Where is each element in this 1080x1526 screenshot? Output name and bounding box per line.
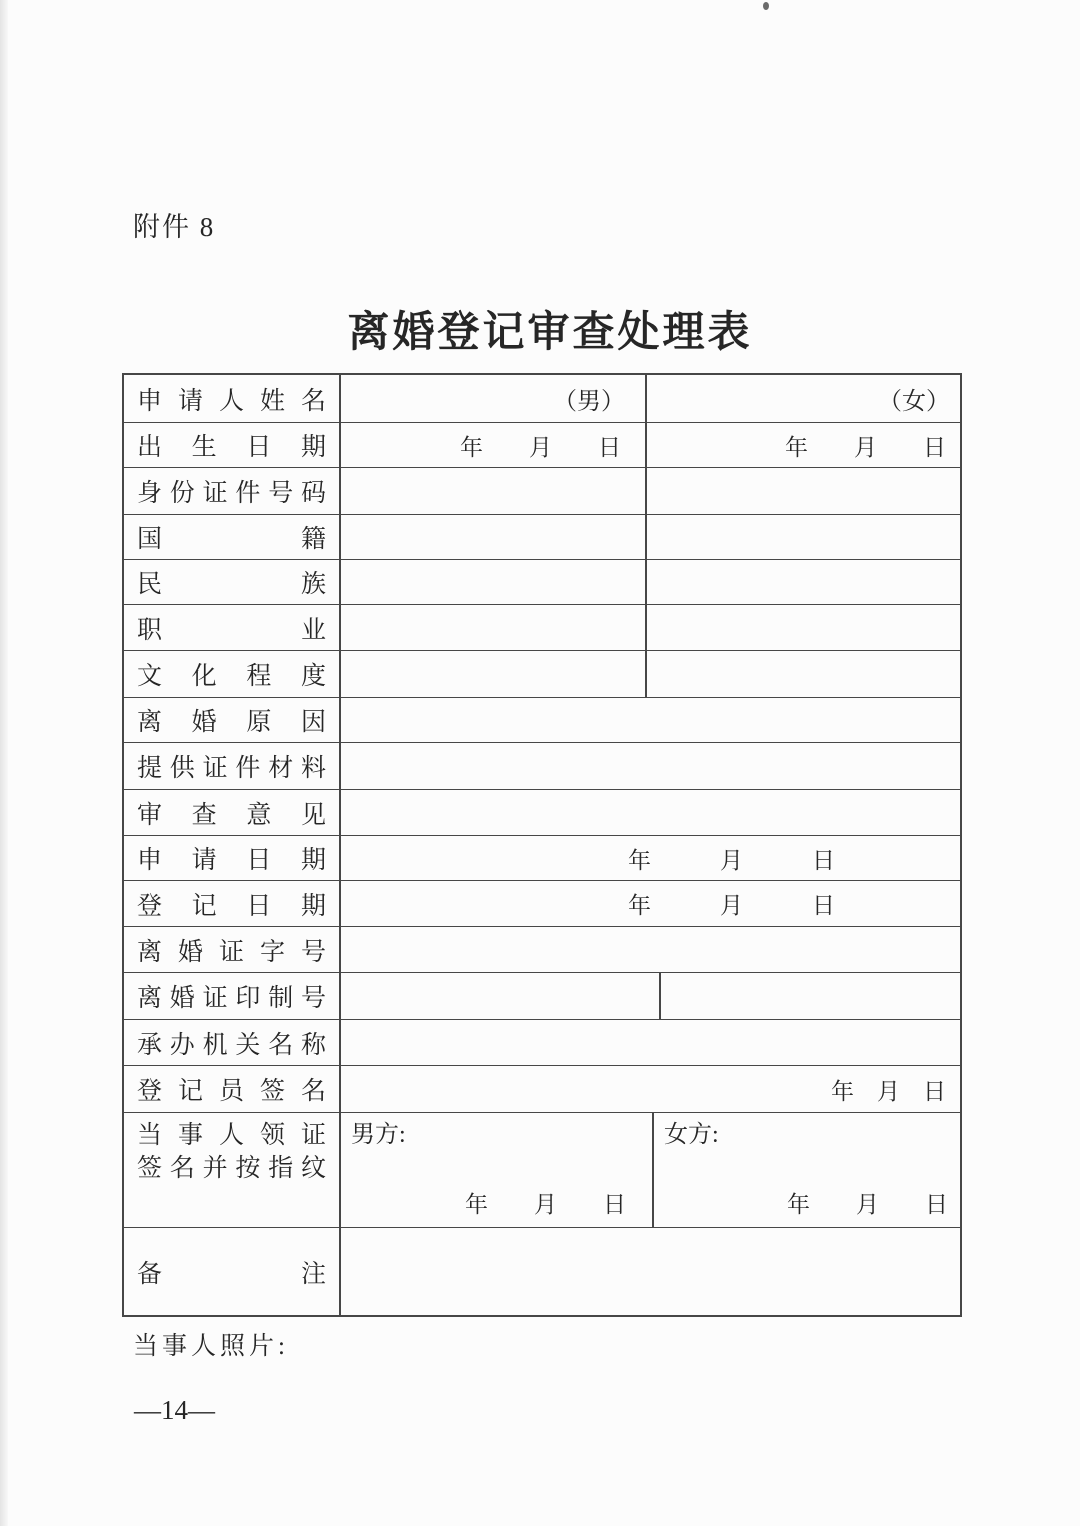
row-label: 文化程度: [137, 663, 326, 690]
row-label: 身份证件号码: [137, 480, 326, 507]
row-label: 国籍: [137, 526, 326, 553]
page-title: 离婚登记审查处理表: [347, 310, 753, 356]
row-handling-agency: [124, 1019, 960, 1065]
ethnicity-male-cell: [339, 560, 645, 604]
id-number-male-cell: [339, 468, 645, 514]
row-label: 离婚证字号: [137, 938, 326, 966]
attachment-label: 附件 8: [133, 212, 216, 242]
row-label: 申请人姓名: [137, 387, 326, 415]
row-applicant-name: [124, 375, 960, 422]
row-education: [124, 650, 960, 697]
row-label: 出生日期: [137, 434, 326, 461]
row-label: 离婚证印制号: [137, 985, 326, 1012]
birth-date-female-cell: 年 月 日: [645, 423, 960, 467]
occupation-male-cell: [339, 605, 645, 650]
review-opinion-cell: [339, 790, 960, 835]
row-registration-date: [124, 880, 960, 926]
nationality-male-cell: [339, 515, 645, 559]
registration-date-cell: 年 月 日: [339, 881, 960, 926]
row-registrar-signature: [124, 1065, 960, 1112]
handling-agency-cell: [339, 1020, 960, 1065]
row-nationality: [124, 514, 960, 559]
photo-caption: 当事人照片:: [133, 1333, 289, 1360]
party-signature-male-cell: 男方: 年 月 日: [339, 1113, 652, 1227]
row-birth-date: [124, 422, 960, 467]
applicant-name-male-cell: （男）: [339, 375, 645, 422]
row-label: 审查意见: [137, 801, 326, 829]
certificate-print-number-cell-left: [339, 973, 659, 1019]
documents-provided-cell: [339, 743, 960, 789]
divorce-reason-cell: [339, 698, 960, 742]
row-label: 职业: [137, 616, 326, 644]
certificate-print-number-cell-right: [659, 973, 960, 1019]
row-label: 登记日期: [137, 892, 326, 920]
row-occupation: [124, 604, 960, 650]
row-review-opinion: [124, 789, 960, 835]
row-label: 离婚原因: [137, 709, 326, 736]
application-date-cell: 年 月 日: [339, 836, 960, 880]
occupation-female-cell: [645, 605, 960, 650]
divorce-review-table: [122, 373, 962, 1317]
scan-left-edge: [0, 0, 8, 1526]
education-male-cell: [339, 651, 645, 697]
applicant-name-female-cell: （女）: [645, 375, 960, 422]
row-certificate-print-number: [124, 972, 960, 1019]
row-divorce-reason: [124, 697, 960, 742]
education-female-cell: [645, 651, 960, 697]
certificate-serial-number-cell: [339, 927, 960, 972]
scan-speck: [763, 2, 769, 10]
row-ethnicity: [124, 559, 960, 604]
ethnicity-female-cell: [645, 560, 960, 604]
page-number: —14—: [134, 1395, 215, 1425]
row-remarks: [124, 1227, 960, 1315]
row-documents-provided: [124, 742, 960, 789]
row-label: 当事人领证 签名并按指纹: [137, 1122, 326, 1182]
registrar-signature-cell: 年 月 日: [339, 1066, 960, 1112]
birth-date-male-cell: 年 月 日: [339, 423, 645, 467]
row-label: 备注: [137, 1260, 326, 1288]
row-label: 登记员签名: [137, 1078, 326, 1105]
row-id-number: [124, 467, 960, 514]
id-number-female-cell: [645, 468, 960, 514]
row-label: 承办机关名称: [137, 1031, 326, 1059]
remarks-cell: [339, 1228, 960, 1315]
row-label: 民族: [137, 571, 326, 598]
row-party-certificate-signature: [124, 1112, 960, 1227]
nationality-female-cell: [645, 515, 960, 559]
row-application-date: [124, 835, 960, 880]
row-label: 提供证件材料: [137, 755, 326, 782]
row-certificate-serial-number: [124, 926, 960, 972]
row-label: 申请日期: [137, 847, 326, 874]
party-signature-female-cell: 女方: 年 月 日: [652, 1113, 960, 1227]
